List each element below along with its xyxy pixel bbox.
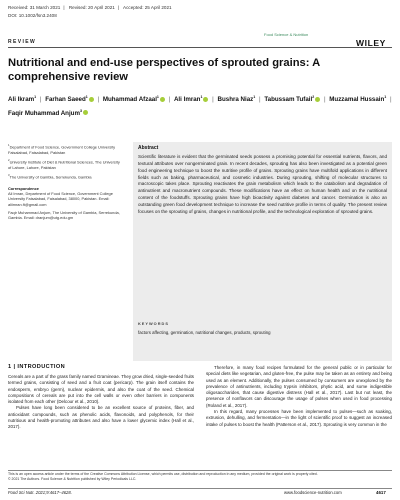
author[interactable]	[8, 96, 36, 103]
author-name: Tabussam Tufail	[264, 96, 313, 104]
article-title: Nutritional and end-use perspectives of sprouted grains: A comprehensive review	[8, 57, 320, 83]
author-name: Ali Ikram	[8, 96, 35, 104]
correspondence-second[interactable]: Faqir Muhammad Anjum, The University of Gambia, Serrekunda, Gambia. Email: dranjum@utg.edu.gm	[8, 210, 120, 221]
page-number: 4617	[376, 490, 386, 495]
author-affiliation-mark: 1	[384, 95, 387, 99]
author-separator: |	[257, 96, 263, 104]
author[interactable]	[329, 96, 386, 103]
author[interactable]	[264, 96, 320, 103]
author-name: Farhan Saeed	[45, 96, 86, 104]
paragraph: In this regard, many processes have been implemented to pulses—such as soaking, extrusion, dehulling, and fermentation—in the light of scientific proof to suggest an increased intake of pulses to boost the health (Patterson et al., 2017). Sprouting is very common in the	[206, 409, 392, 427]
body-column-left	[8, 374, 194, 431]
author-affiliation-mark: 2	[312, 95, 315, 99]
author-affiliation-mark: 1	[200, 95, 203, 99]
affiliations	[8, 143, 124, 224]
header-divider	[8, 47, 392, 48]
author-name: Muzzamal Hussain	[329, 96, 385, 104]
article-dates: Received: 31 March 2021 | Revised: 20 April 2021 | Accepted: 25 April 2021	[8, 5, 172, 10]
abstract-heading: Abstract	[138, 145, 159, 151]
author-name: Muhammad Afzaal	[102, 96, 157, 104]
author-affiliation-mark: 1	[85, 95, 88, 99]
author-separator: |	[166, 96, 172, 104]
orcid-icon[interactable]	[315, 97, 320, 102]
paragraph: Cereals are a part of the grass family named Gramineae. They grow dried, single-seeded fruits termed grains, consisting of seed and a fruit coat (pericarp). The grain itself contains the endosperm, embryo (germ), nuclear epidermis, and also the coat of the seed. Chemical compositions of cereals are put into the cell walls or even other barriers in components isolated from each other (Delcour et al., 2010).	[8, 374, 194, 405]
orcid-icon[interactable]	[83, 110, 88, 115]
affiliation-3: $^3$The University of Gambia, Serrekunda, Gambia	[8, 173, 92, 180]
journal-tag: Food Science & Nutrition	[264, 32, 309, 37]
received-date: Received: 31 March 2021	[8, 5, 61, 10]
affiliation-1: $^1$Department of Food Science, Government College University Faisalabad, Faisalabad, Pakistan	[8, 143, 116, 155]
author-separator: |	[210, 96, 216, 104]
keywords-heading: KEYWORDS	[138, 321, 169, 326]
author-separator: |	[38, 96, 44, 104]
revised-date: Revised: 20 April 2021	[68, 5, 115, 10]
author-name: Ali Imran	[173, 96, 201, 104]
license-text: This is an open access article under the terms of the Creative Commons Attribution License, which permits use, distribution and reproduction in any medium, provided the original work is properly cited.	[8, 472, 318, 476]
author-separator: |	[388, 96, 392, 104]
author[interactable]	[218, 96, 256, 103]
journal-reference: Food Sci Nutr. 2021;9:4617–4628.	[8, 490, 72, 495]
correspondence-first[interactable]: Ali Imran, Department of Food Science, Government College University Faisalabad, Faisalabad, 38000, Pakistan. Email: aliimran.ft@gmail.com	[8, 191, 113, 207]
affiliation-2: $^2$University Institute of Diet & Nutritional Sciences, The University of Lahore, Lahore, Pakistan	[8, 158, 120, 170]
author[interactable]	[45, 96, 94, 103]
publisher-logo: WILEY	[356, 38, 386, 48]
abstract-text: Scientific literature is evident that the germinated seeds possess a promising potential for essential nutrients, flavors, and textural attributes over nongerminated grain. In recent decades, sprouting has also been investigated as a potential green food engineering technique to boost the nutritive profile of grains. Sprouting grains have multifold applications in different fields such as baking, pharmaceutical, and cosmetic industries. During sprouting, shifting of molecular structures to macroscopic takes place. Sprouting reactivates the grain metabolism which leads to the catabolism and degradation of antinutrient and macronutrient compounds. These modifications have an effect on human health and on the nutritional content of the foodstuffs. Sprouting grains have high bioactivity against diabetes and cancer. Germination is also an outstanding green food development technique to increase the seed nutritive profile in terms of quality. The present review focuses on the sprouting of grains, changes in nutritional profile, and the technological exploration of sprouted grains.	[138, 154, 387, 214]
orcid-icon[interactable]	[203, 97, 208, 102]
correspondence-heading: Correspondence	[8, 185, 39, 191]
author-affiliation-mark: 1	[253, 95, 256, 99]
author[interactable]	[174, 96, 208, 103]
author-name: Faqir Muhammad Anjum	[8, 109, 80, 117]
author-separator: |	[95, 96, 101, 104]
author-list	[8, 92, 392, 119]
orcid-icon[interactable]	[89, 97, 94, 102]
keywords-text: factors affecting, germination, nutritional changes, products, sprouting	[138, 330, 271, 335]
body-column-right	[206, 365, 392, 428]
orcid-icon[interactable]	[160, 97, 165, 102]
author-affiliation-mark: 1	[34, 95, 37, 99]
journal-website[interactable]: www.foodscience-nutrition.com	[284, 490, 342, 495]
author[interactable]	[8, 110, 88, 117]
doi[interactable]: DOI: 10.1002/fsn3.2408	[8, 13, 57, 18]
paragraph: Pulses have long been considered to be an excellent source of proteins, fiber, and antioxidant compounds, such as phenolic acids, flavonoids, and polyphenols, for their nutritious and health-promoting attributes and also have a lower glycemic index (Hall et al., 2017).	[8, 405, 194, 430]
author-separator: |	[322, 96, 328, 104]
copyright-text: © 2021 The Authors. Food Science & Nutrition published by Wiley Periodicals LLC.	[8, 476, 137, 481]
article-type: REVIEW	[8, 39, 37, 45]
license-note	[8, 472, 392, 481]
paragraph: Therefore, in many food recipes formulated for the general public or in particular for special diets like vegetarian, and gluten-free, the pulse may be taken as an entirety and being used as an element. Additionally, the pulses consumed by consumers are unexplored by the prevalence of antinutrients, including trypsin inhibitors, phytic acid, and some indigestible oligosaccharides, that cause digestive distress (Hall et al., 2017). Last but not least, the presence of nonflavors can discourage the usage of pulses when used in food processing (Roland et al., 2017).	[206, 365, 392, 408]
author-affiliation-mark: 1	[156, 95, 159, 99]
footer-divider	[8, 470, 392, 471]
section-heading: 1 | INTRODUCTION	[8, 364, 66, 370]
accepted-date: Accepted: 25 April 2021	[123, 5, 172, 10]
author[interactable]	[103, 96, 165, 103]
author-affiliation-mark: 3	[79, 108, 82, 113]
footer-bar	[8, 488, 392, 489]
author-name: Bushra Niaz	[217, 96, 254, 104]
